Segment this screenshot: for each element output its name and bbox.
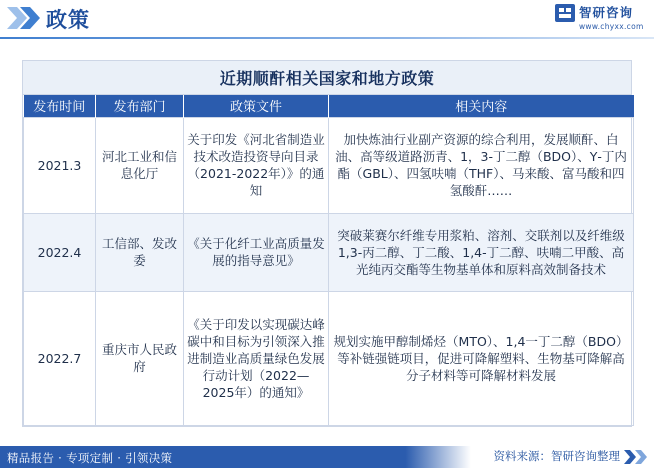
column-header-date: 发布时间 [24,95,96,117]
cell-date: 2022.4 [24,213,96,291]
page-header [0,0,654,40]
brand-url: www.chyxx.com [579,22,644,31]
cell-date: 2022.7 [24,291,96,425]
column-header-content: 相关内容 [329,95,634,117]
header-mark-icon [7,7,41,29]
double-chevron-icon [624,450,648,464]
page-title: 政策 [46,8,90,32]
cell-date: 2021.3 [24,117,96,213]
footer-slogan: 精品报告 · 专项定制 · 引领决策 [7,451,173,465]
header-divider [0,37,654,39]
brand-name: 智研咨询 [579,5,634,20]
cell-doc: 关于印发《河北省制造业技术改造投资导向目录（2021-2022年）》的通知 [184,117,329,213]
page-footer [0,446,654,468]
column-header-dept: 发布部门 [96,95,184,117]
column-header-doc: 政策文件 [184,95,329,117]
cell-content: 规划实施甲醇制烯烃（MTO）、1,4一丁二醇（BDO）等补链强链项目，促进可降解塑料、生物基可降解高分子材料等可降解材料发展 [329,291,634,425]
cell-doc: 《关于化纤工业高质量发展的指导意见》 [184,213,329,291]
policy-table-panel [22,60,632,427]
cell-content: 突破莱赛尔纤维专用浆粕、溶剂、交联剂以及纤维级1,3-丙二醇、丁二酸、1,4-丁二醇、呋喃二甲酸、高光纯丙交酯等生物基单体和原料高效制备技术 [329,213,634,291]
source-note: 资料来源：智研咨询整理 [493,449,620,463]
cell-dept: 工信部、发改委 [96,213,184,291]
brand-logo-icon [555,4,575,22]
table-row [24,117,634,213]
policy-table [23,95,634,426]
table-header-row [24,95,634,117]
cell-dept: 河北工业和信息化厅 [96,117,184,213]
table-row [24,213,634,291]
cell-content: 加快炼油行业副产资源的综合利用，发展顺酐、白油、高等级道路沥青、1，3-丁二醇（BDO）、Υ-丁内酯（GBL）、四氢呋喃（THF）、马来酸、富马酸和四氢酸酐…… [329,117,634,213]
table-title: 近期顺酐相关国家和地方政策 [23,61,631,95]
table-row [24,291,634,425]
cell-dept: 重庆市人民政府 [96,291,184,425]
cell-doc: 《关于印发以实现碳达峰碳中和目标为引领深入推进制造业高质量绿色发展行动计划（2022—2025年）的通知》 [184,291,329,425]
